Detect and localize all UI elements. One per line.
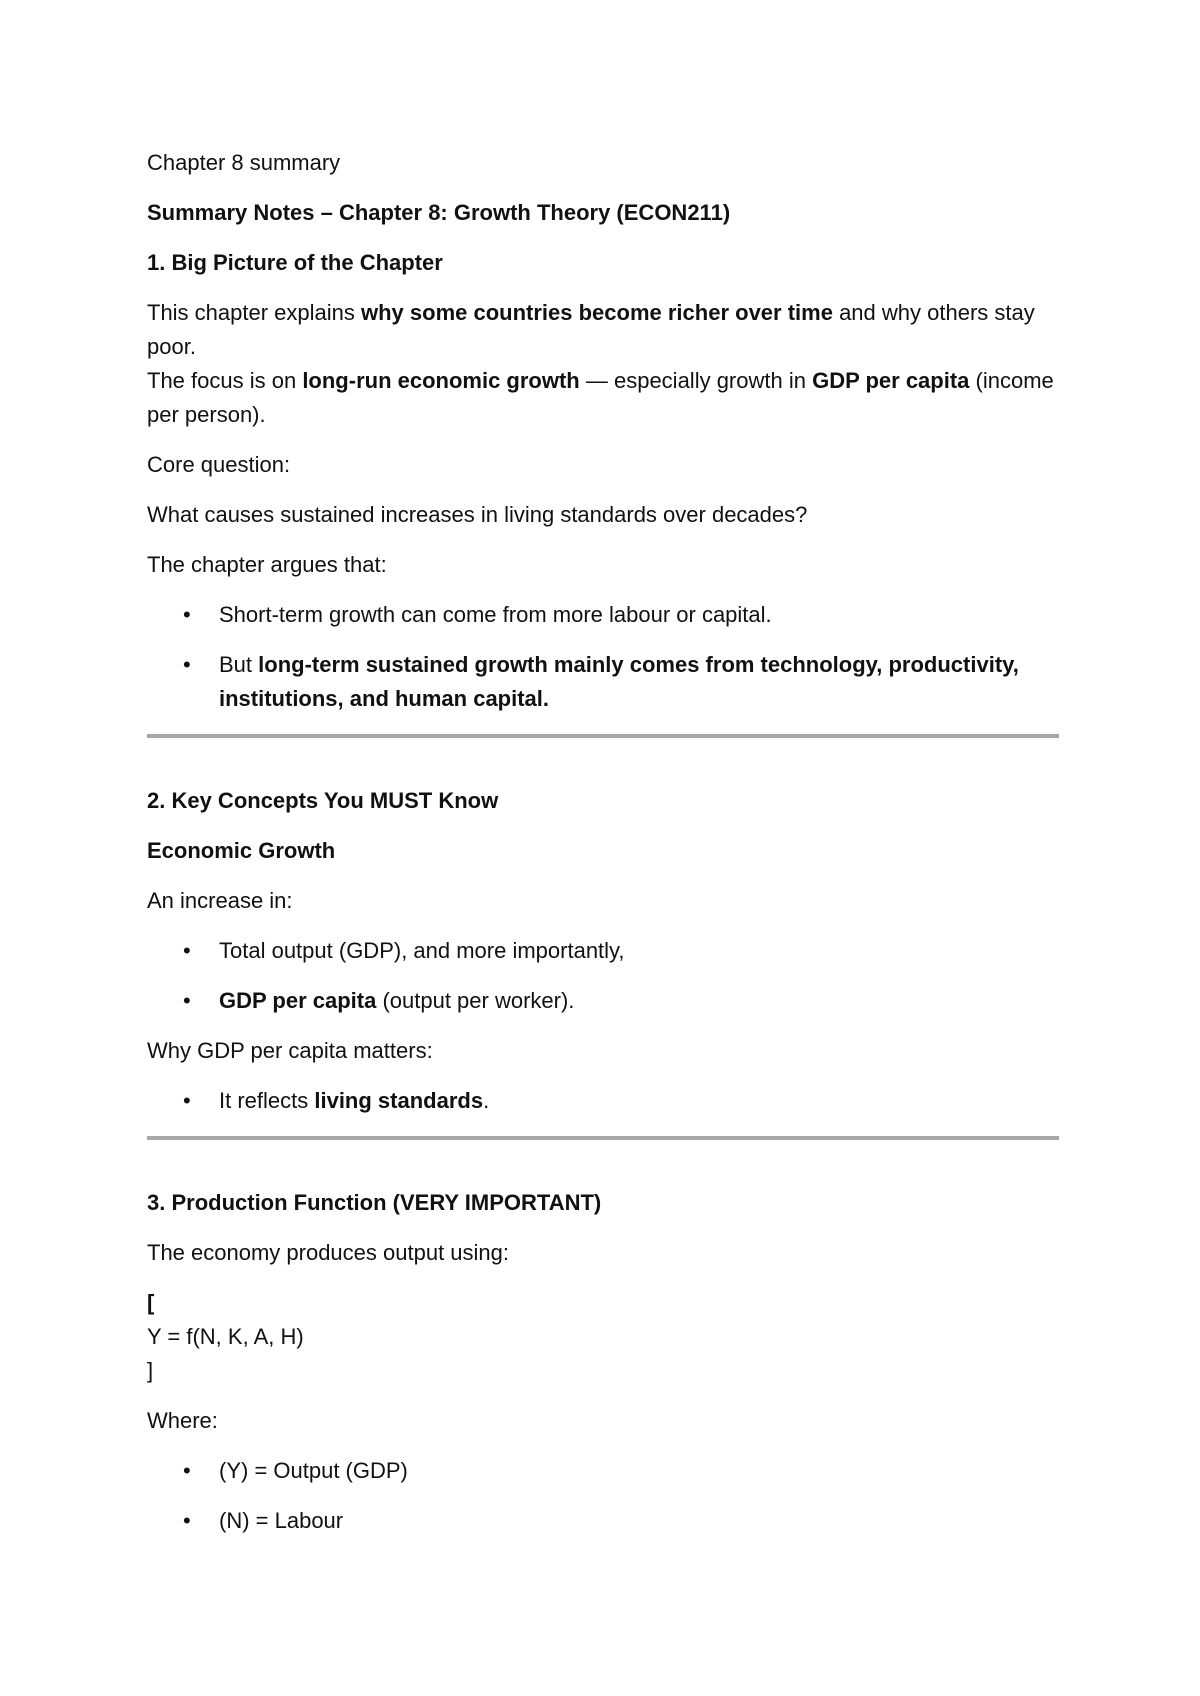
argues-list [147, 598, 1059, 716]
list-item: • (N) = Labour [147, 1504, 1059, 1538]
text-run: This chapter explains [147, 300, 361, 325]
list-item: • Total output (GDP), and more importantly, [147, 934, 1059, 968]
bold-text-run: long-run economic growth [302, 368, 580, 393]
section-3-heading: 3. Production Function (VERY IMPORTANT) [147, 1190, 602, 1215]
list-item [147, 1084, 1059, 1118]
section-2-heading: 2. Key Concepts You MUST Know [147, 788, 499, 813]
equation-text: Y = f(N, K, A, H) [147, 1324, 304, 1349]
bold-text-run: GDP per capita [812, 368, 970, 393]
increase-list [147, 934, 1059, 1018]
summary-heading: Summary Notes – Chapter 8: Growth Theory (ECON211) [147, 200, 731, 225]
core-question-label: Core question: [147, 452, 291, 477]
list-item: • Short-term growth can come from more labour or capital. [147, 598, 1059, 632]
bold-text-run: long-term sustained growth mainly comes from technology, productivity, institutions, and human capital. [219, 652, 1019, 711]
text-run: The focus is on [147, 368, 303, 393]
section-1-heading: 1. Big Picture of the Chapter [147, 250, 443, 275]
argues-label: The chapter argues that: [147, 552, 387, 577]
bold-text-run: why some countries become richer over time [361, 300, 833, 325]
increase-intro: An increase in: [147, 888, 293, 913]
core-question: What causes sustained increases in living standards over decades? [147, 502, 808, 527]
equation-open-bracket: [ [147, 1290, 155, 1315]
why-matters-label: Why GDP per capita matters: [147, 1038, 433, 1063]
text-run: and why others stay poor. [147, 300, 1035, 359]
bold-text-run: living standards [314, 1088, 484, 1113]
variables-list [147, 1454, 1059, 1538]
list-item: • (Y) = Output (GDP) [147, 1454, 1059, 1488]
economic-growth-subheading: Economic Growth [147, 838, 336, 863]
text-run: — especially growth in [579, 368, 813, 393]
why-matters-list [147, 1084, 1059, 1118]
where-label: Where: [147, 1408, 218, 1433]
list-item [147, 648, 1059, 716]
section-1-paragraph [147, 296, 1059, 432]
document-title: Chapter 8 summary [147, 150, 341, 175]
bold-text-run: GDP per capita [219, 988, 377, 1013]
equation-close-bracket: ] [147, 1358, 154, 1383]
production-equation [147, 1286, 1059, 1388]
production-intro: The economy produces output using: [147, 1240, 510, 1265]
list-item [147, 984, 1059, 1018]
document-page [147, 146, 1059, 1554]
text-run: It reflects [219, 1088, 315, 1113]
horizontal-divider [147, 734, 1059, 738]
text-run: (income per person). [147, 368, 1054, 427]
horizontal-divider [147, 1136, 1059, 1140]
text-run: But [219, 652, 259, 677]
text-run: . [483, 1088, 490, 1113]
text-run: (output per worker). [376, 988, 575, 1013]
